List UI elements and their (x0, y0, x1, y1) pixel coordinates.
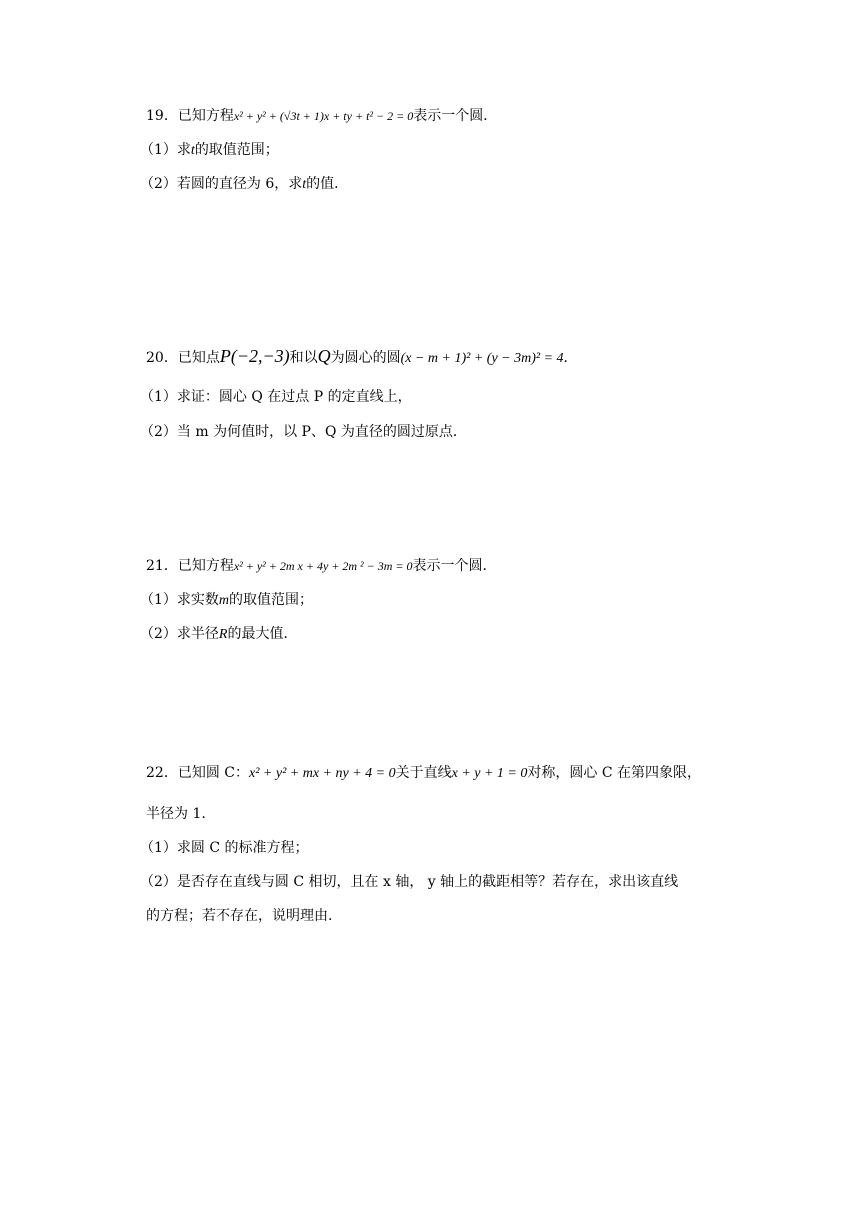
problem-20-equation: (x − m + 1)² + (y − 3m)² = 4 (400, 351, 564, 366)
problem-19-number: 19． (146, 108, 178, 124)
problem-20-stem-pre: 已知点 (177, 350, 220, 366)
part-text: 求半径 (176, 626, 219, 642)
part-text: 的最大值． (227, 626, 298, 642)
math-variable: t (190, 143, 195, 158)
part-label: （1） (140, 142, 177, 158)
part-label: （2） (140, 424, 177, 440)
problem-22-stem-pre: 已知圆 C： (177, 765, 249, 781)
part-text: 的取值范围； (229, 592, 314, 608)
part-text: 求圆 C 的标准方程； (176, 840, 309, 856)
problem-19-part-1 (140, 140, 740, 161)
problem-21-number: 21． (146, 558, 178, 574)
problem-21-equation: x² + y² + 2m x + 4y + 2m ² − 3m = 0 (233, 559, 413, 573)
problem-22-stem-post: 对称，圆心 C 在第四象限， (527, 765, 702, 781)
part-text: 的取值范围； (194, 142, 279, 158)
part-label: （1） (140, 592, 177, 608)
problem-20-point: P(−2,−3) (219, 346, 290, 366)
problem-22-stem-line-2: 半径为 1. (146, 806, 206, 822)
part-text: 的值． (306, 176, 349, 192)
problem-20-center: Q (317, 346, 331, 366)
problem-20-part-1 (140, 387, 740, 407)
part-text: 求实数 (176, 592, 219, 608)
problem-22-line-equation: x + y + 1 = 0 (451, 766, 528, 781)
problem-19-equation: x² + y² + (√3t + 1)x + ty + t² − 2 = 0 (233, 109, 414, 123)
problem-20-part-2 (140, 422, 740, 442)
problem-20-stem-mid2: 为圆心的圆 (330, 350, 401, 366)
problem-21-stem-post: 表示一个圆． (412, 558, 497, 574)
problem-19-stem (146, 106, 746, 126)
math-variable: t (302, 177, 307, 192)
problem-20-stem (146, 346, 746, 369)
problem-20-number: 20． (146, 350, 178, 366)
problem-22-stem (146, 763, 746, 784)
problem-19-part-2 (140, 174, 740, 195)
math-variable: m (218, 593, 230, 608)
problem-22-part-2-line-2: 的方程；若不存在，说明理由. (146, 908, 333, 924)
math-variable: R (218, 627, 228, 642)
problem-21-stem (146, 556, 746, 576)
part-text: 若圆的直径为 6，求 (176, 176, 303, 192)
problem-21-stem-pre: 已知方程 (177, 558, 234, 574)
part-label: （2） (140, 626, 177, 642)
problem-22-part-2 (140, 872, 740, 892)
problem-21-part-1 (140, 590, 740, 611)
part-text: 是否存在直线与圆 C 相切，且在 x 轴， y 轴上的截距相等？若存在，求出该直线 (176, 874, 679, 890)
problem-19-stem-post: 表示一个圆． (413, 108, 498, 124)
part-label: （2） (140, 176, 177, 192)
part-text: 求证：圆心 Q 在过点 P 的定直线上， (176, 389, 412, 405)
part-label: （2） (140, 874, 177, 890)
part-text: 当 m 为何值时，以 P、Q 为直径的圆过原点． (176, 424, 467, 440)
part-label: （1） (140, 840, 177, 856)
problem-20-stem-mid: 和以 (289, 350, 318, 366)
problem-20-stem-post: ． (563, 350, 578, 366)
problem-22-part-1 (140, 838, 740, 858)
part-text: 求 (176, 142, 191, 158)
problem-22-stem-mid: 关于直线 (395, 765, 452, 781)
part-label: （1） (140, 389, 177, 405)
problem-22-number: 22． (146, 765, 178, 781)
problem-19-stem-pre: 已知方程 (177, 108, 234, 124)
problem-22-equation: x² + y² + mx + ny + 4 = 0 (249, 766, 396, 781)
problem-21-part-2 (140, 624, 740, 645)
